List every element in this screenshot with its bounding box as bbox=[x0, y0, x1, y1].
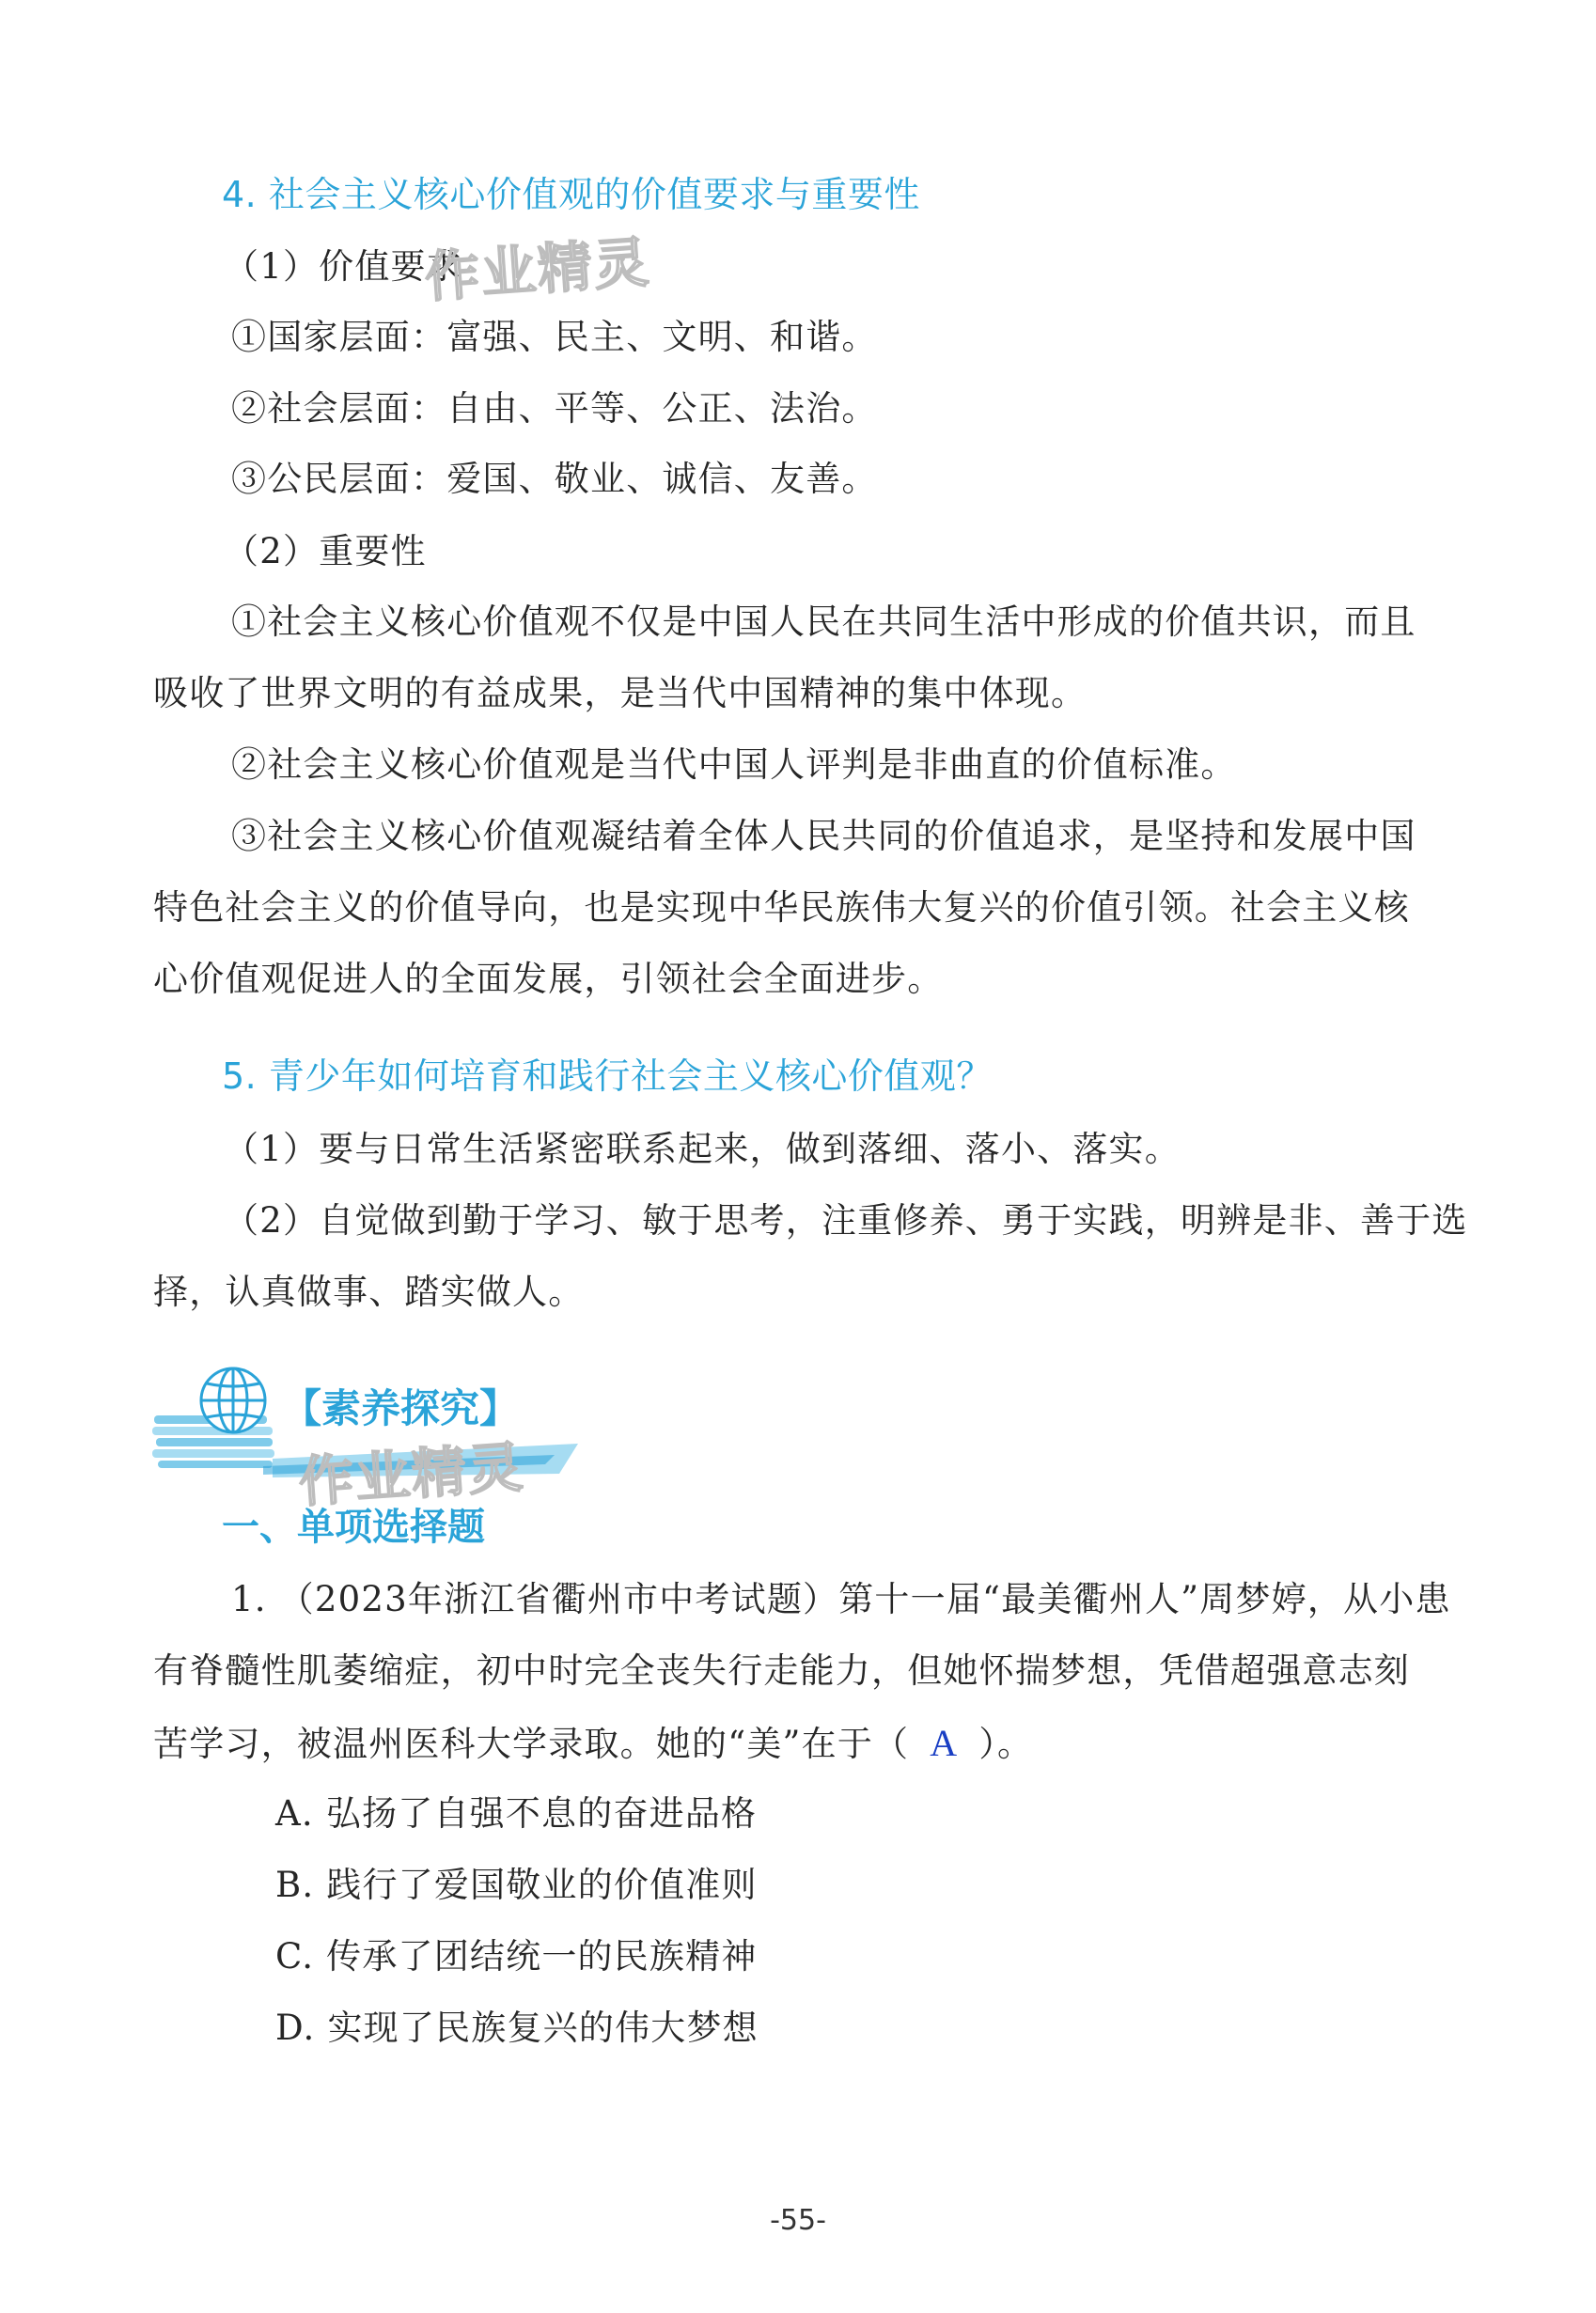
answer-mark: A bbox=[930, 1722, 959, 1764]
question-1-line-3 bbox=[153, 1722, 1034, 1764]
section-4-heading: 4. 社会主义核心价值观的价值要求与重要性 bbox=[222, 174, 920, 215]
importance-1-line-2: 吸收了世界文明的有益成果，是当代中国精神的集中体现。 bbox=[153, 673, 1087, 713]
national-level-line: ①国家层面：富强、民主、文明、和谐。 bbox=[231, 317, 878, 357]
question-1-line-1: 1. （2023年浙江省衢州市中考试题）第十一届“最美衢州人”周梦婷，从小患 bbox=[231, 1579, 1451, 1619]
importance-3-line-3: 心价值观促进人的全面发展，引领社会全面进步。 bbox=[153, 959, 944, 999]
option-a: A. 弘扬了自强不息的奋进品格 bbox=[275, 1793, 758, 1834]
watermark-bottom: 作业精灵 bbox=[296, 1434, 527, 1515]
option-b: B. 践行了爱国敬业的价值准则 bbox=[275, 1865, 758, 1905]
page-number: -55- bbox=[770, 2204, 826, 2237]
option-c: C. 传承了团结统一的民族精神 bbox=[275, 1936, 758, 1977]
importance-1-line-1: ①社会主义核心价值观不仅是中国人民在共同生活中形成的价值共识，而且 bbox=[231, 602, 1416, 642]
single-choice-heading: 一、单项选择题 bbox=[222, 1506, 485, 1549]
importance-2-line: ②社会主义核心价值观是当代中国人评判是非曲直的价值标准。 bbox=[231, 744, 1237, 785]
importance-subheading: （2）重要性 bbox=[224, 531, 427, 571]
watermark-top: 作业精灵 bbox=[422, 229, 653, 310]
social-level-line: ②社会层面：自由、平等、公正、法治。 bbox=[231, 388, 878, 429]
citizen-level-line: ③公民层面：爱国、敬业、诚信、友善。 bbox=[231, 459, 878, 499]
inquiry-section-title: 【素养探究】 bbox=[282, 1385, 520, 1431]
importance-3-line-1: ③社会主义核心价值观凝结着全体人民共同的价值追求，是坚持和发展中国 bbox=[231, 816, 1416, 856]
importance-3-line-2: 特色社会主义的价值导向，也是实现中华民族伟大复兴的价值引领。社会主义核 bbox=[153, 887, 1410, 928]
practice-point-1: （1）要与日常生活紧密联系起来，做到落细、落小、落实。 bbox=[224, 1129, 1181, 1169]
practice-point-2-line-2: 择，认真做事、踏实做人。 bbox=[153, 1272, 585, 1312]
section-5-heading: 5. 青少年如何培育和践行社会主义核心价值观？ bbox=[222, 1055, 993, 1097]
value-requirements-subheading: （1）价值要求 bbox=[224, 246, 462, 287]
question-1-close: ）。 bbox=[978, 1724, 1034, 1764]
question-1-line-2: 有脊髓性肌萎缩症，初中时完全丧失行走能力，但她怀揣梦想，凭借超强意志刻 bbox=[153, 1650, 1410, 1691]
practice-point-2-line-1: （2）自觉做到勤于学习、敏于思考，注重修养、勇于实践，明辨是非、善于选 bbox=[224, 1200, 1468, 1241]
question-1-stem-end: 苦学习，被温州医科大学录取。她的“美”在于（ bbox=[153, 1724, 910, 1764]
globe-icon bbox=[201, 1368, 265, 1432]
option-d: D. 实现了民族复兴的伟大梦想 bbox=[275, 2008, 759, 2048]
